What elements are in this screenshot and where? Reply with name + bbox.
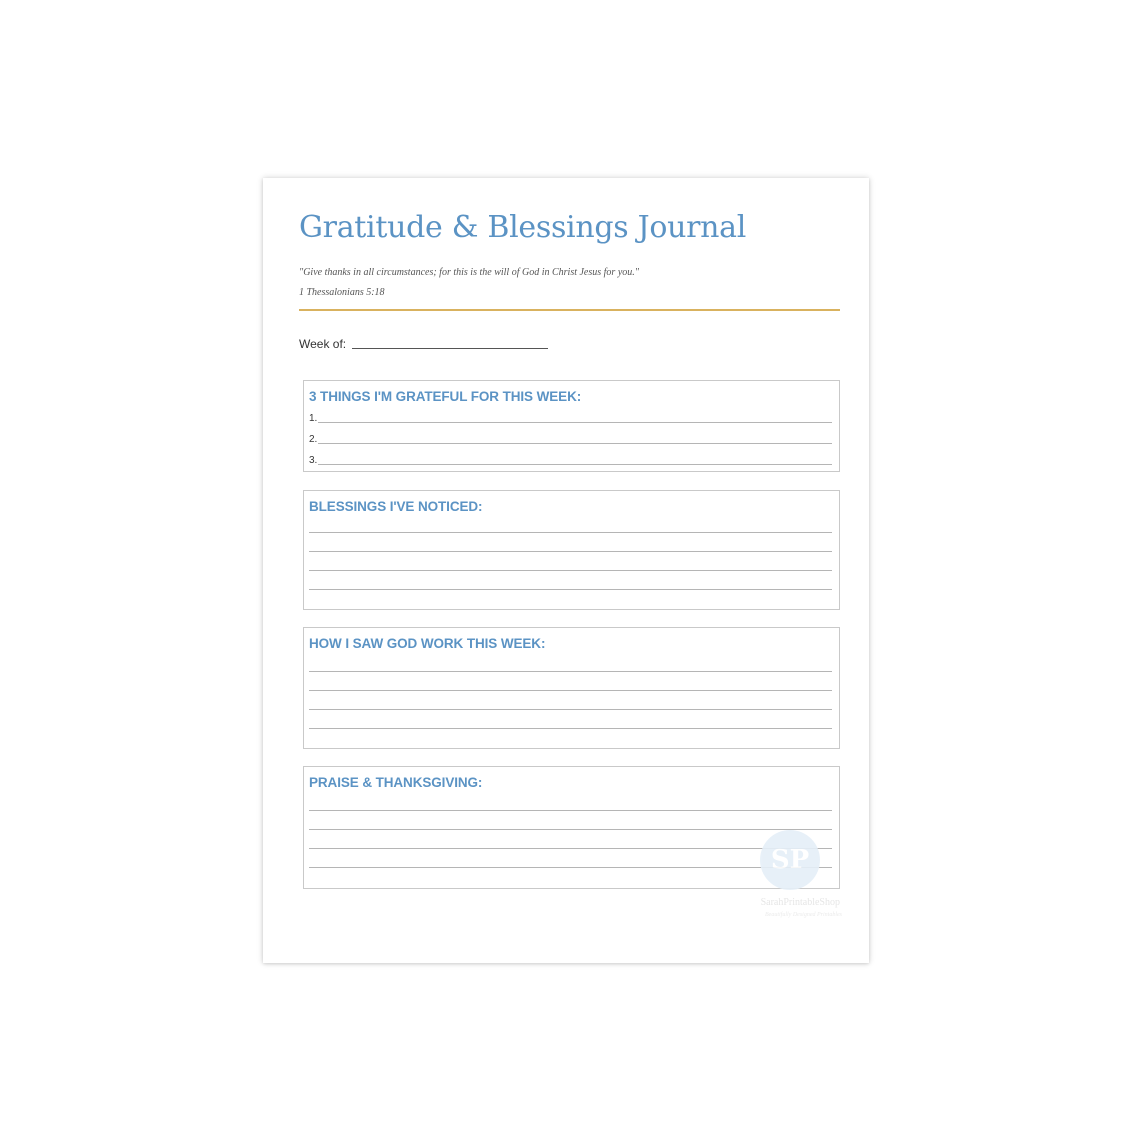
writing-line: [318, 464, 832, 465]
god-work-heading: HOW I SAW GOD WORK THIS WEEK:: [309, 636, 546, 651]
writing-line[interactable]: [309, 829, 832, 830]
watermark-logo: [760, 830, 820, 890]
praise-heading: PRAISE & THANKSGIVING:: [309, 775, 483, 790]
writing-line[interactable]: [309, 848, 832, 849]
grateful-item-number: 2.: [309, 434, 318, 445]
writing-line[interactable]: [309, 589, 832, 590]
blessings-heading: BLESSINGS I'VE NOTICED:: [309, 499, 483, 514]
scripture-verse: "Give thanks in all circumstances; for this is the will of God in Christ Jesus for you.": [299, 267, 639, 278]
page-title: Gratitude & Blessings Journal: [299, 210, 747, 245]
writing-line[interactable]: [309, 671, 832, 672]
writing-line[interactable]: [309, 867, 832, 868]
writing-line[interactable]: [309, 690, 832, 691]
grateful-item-2[interactable]: [309, 431, 832, 445]
week-of-field: [299, 335, 548, 351]
grateful-item-1[interactable]: [309, 410, 832, 424]
grateful-section: [303, 380, 840, 472]
journal-page: [263, 178, 869, 963]
writing-line: [318, 422, 832, 423]
watermark-tagline: Beautifully Designed Printables: [765, 912, 842, 918]
blessings-section: [303, 490, 840, 610]
grateful-item-number: 1.: [309, 413, 318, 424]
praise-section: [303, 766, 840, 889]
writing-line[interactable]: [309, 810, 832, 811]
writing-line[interactable]: [309, 532, 832, 533]
writing-line: [318, 443, 832, 444]
writing-line[interactable]: [309, 709, 832, 710]
watermark-name: SarahPrintableShop: [760, 897, 840, 908]
watermark-monogram: SP: [770, 845, 810, 875]
writing-line[interactable]: [309, 728, 832, 729]
god-work-section: [303, 627, 840, 749]
grateful-item-number: 3.: [309, 455, 318, 466]
header-divider: [299, 309, 840, 311]
grateful-item-3[interactable]: [309, 452, 832, 466]
scripture-reference: 1 Thessalonians 5:18: [299, 287, 385, 298]
writing-line[interactable]: [309, 551, 832, 552]
grateful-heading: 3 THINGS I'M GRATEFUL FOR THIS WEEK:: [309, 389, 582, 404]
week-of-line[interactable]: [352, 348, 548, 349]
writing-line[interactable]: [309, 570, 832, 571]
week-of-label: Week of:: [299, 337, 347, 351]
